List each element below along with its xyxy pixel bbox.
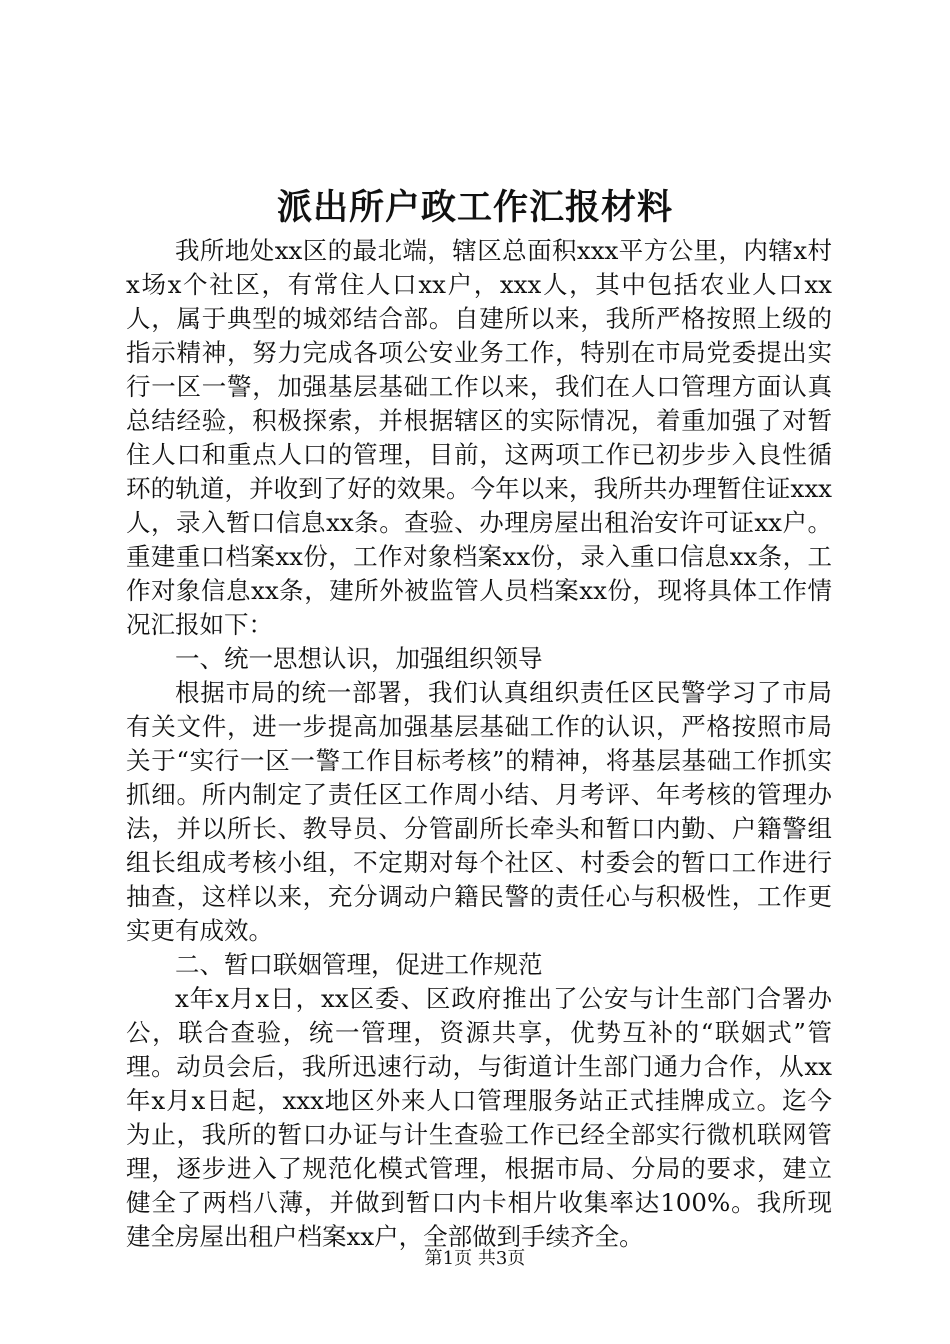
section-1-paragraph: 根据市局的统一部署，我们认真组织责任区民警学习了市局有关文件，进一步提高加强基层基础工作的认识，严格按照市局关于“实行一区一警工作目标考核”的精神，将基层基础工作抓实抓细。所内制定了责任区工作周小结、月考评、年考核的管理办法，并以所长、教导员、分管副所长牵头和暂口内勤、户籍警组组长组成考核小组，不定期对每个社区、村委会的暂口工作进行抽查，这样以来，充分调动户籍民警的责任心与积极性，工作更实更有成效。 [126,678,832,945]
section-heading-1: 一、统一思想认识，加强组织领导 [175,644,543,673]
section-heading-2: 二、暂口联姻管理，促进工作规范 [175,950,543,979]
section-2-paragraph: x年x月x日，xx区委、区政府推出了公安与计生部门合署办公，联合查验，统一管理，资源共享，优势互补的“联姻式”管理。动员会后，我所迅速行动，与街道计生部门通力合作，从xx年x月x日起，xxx地区外来人口管理服务站正式挂牌成立。迄今为止，我所的暂口办证与计生查验工作已经全部实行微机联网管理，逐步进入了规范化模式管理，根据市局、分局的要求，建立健全了两档八薄，并做到暂口内卡相片收集率达100%。我所现建全房屋出租户档案xx户，全部做到手续齐全。 [126,984,832,1251]
page-footer: 第1页 共3页 [424,1248,526,1269]
intro-paragraph: 我所地处xx区的最北端，辖区总面积xxx平方公里，内辖x村x场x个社区，有常住人口xx户，xxx人，其中包括农业人口xx人，属于典型的城郊结合部。自建所以来，我所严格按照上级的指示精神，努力完成各项公安业务工作，特别在市局党委提出实行一区一警，加强基层基础工作以来，我们在人口管理方面认真总结经验，积极探索，并根据辖区的实际情况，着重加强了对暂住人口和重点人口的管理，目前，这两项工作已初步步入良性循环的轨道，并收到了好的效果。今年以来，我所共办理暂住证xxx人，录入暂口信息xx条。查验、办理房屋出租治安许可证xx户。重建重口档案xx份，工作对象档案xx份，录入重口信息xx条，工作对象信息xx条，建所外被监管人员档案xx份，现将具体工作情况汇报如下： [126,236,832,639]
document-title: 派出所户政工作汇报材料 [276,187,673,228]
document-body [126,234,832,1254]
